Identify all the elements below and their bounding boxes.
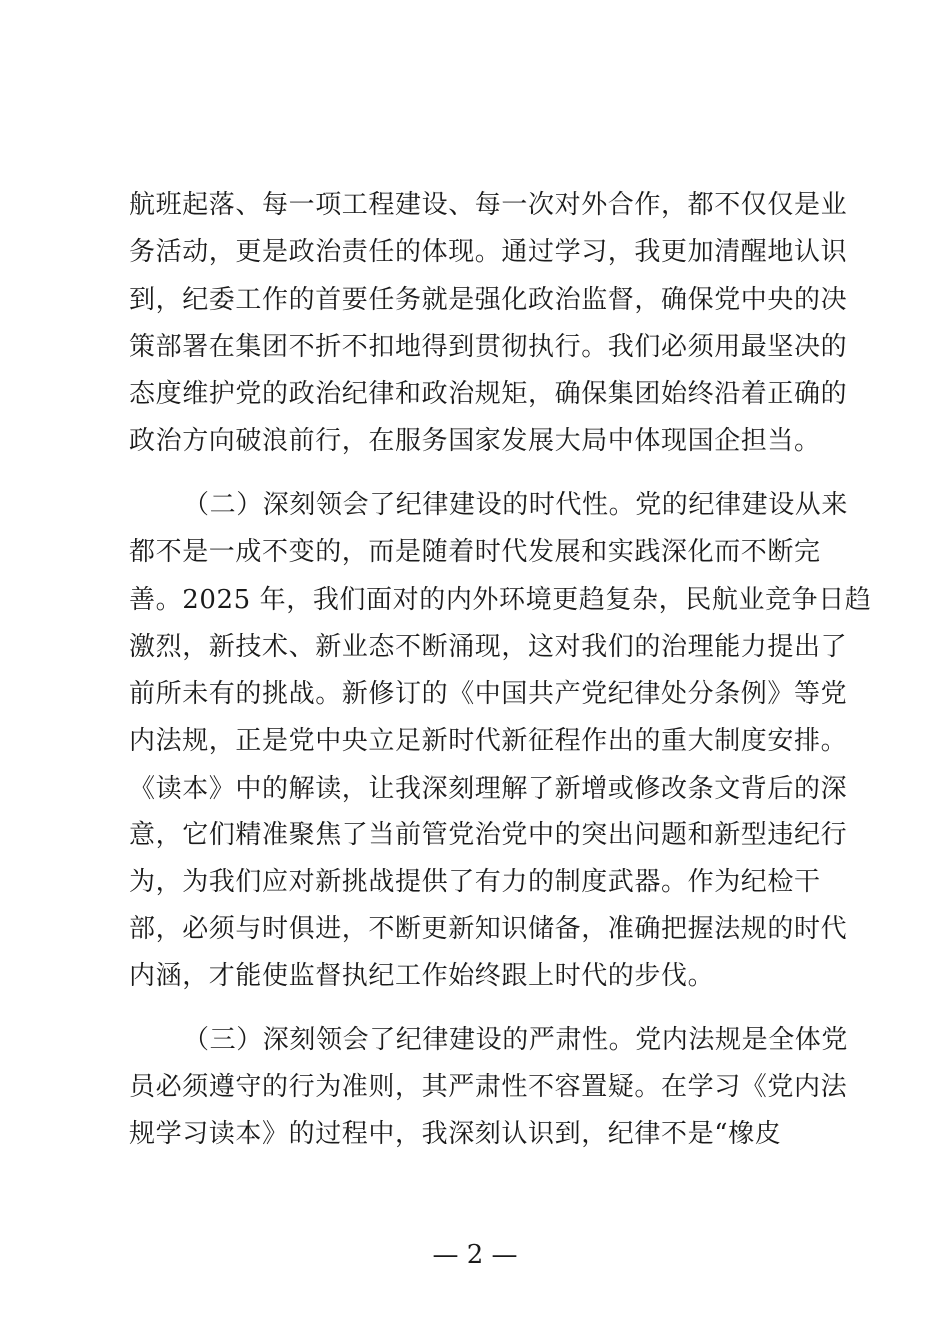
body-line-6: 政治方向破浪前行，在服务国家发展大局中体现国企担当。 (129, 426, 821, 456)
body-line-12: 内法规，正是党中央立足新时代新征程作出的重大制度安排。 (129, 726, 848, 756)
body-line-9: 善。2025 年，我们面对的内外环境更趋复杂，民航业竞争日趋 (129, 585, 872, 615)
body-line-11: 前所未有的挑战。新修订的《中国共产党纪律处分条例》等党 (129, 679, 848, 709)
body-line-10: 激烈，新技术、新业态不断涌现，这对我们的治理能力提出了 (129, 632, 848, 662)
body-line-16: 部，必须与时俱进，不断更新知识储备，准确把握法规的时代 (129, 914, 848, 944)
body-line-13: 《读本》中的解读，让我深刻理解了新增或修改条文背后的深 (129, 774, 848, 804)
body-line-15: 为，为我们应对新挑战提供了有力的制度武器。作为纪检干 (129, 867, 821, 897)
body-line-2: 务活动，更是政治责任的体现。通过学习，我更加清醒地认识 (129, 237, 848, 267)
body-line-19: 员必须遵守的行为准则，其严肃性不容置疑。在学习《党内法 (129, 1072, 848, 1102)
body-line-17: 内涵，才能使监督执纪工作始终跟上时代的步伐。 (129, 961, 715, 991)
body-line-8: 都不是一成不变的，而是随着时代发展和实践深化而不断完 (129, 537, 821, 567)
section-heading-3: （三）深刻领会了纪律建设的严肃性。党内法规是全体党 (183, 1025, 849, 1055)
body-line-20: 规学习读本》的过程中，我深刻认识到，纪律不是“橡皮 (129, 1119, 782, 1149)
body-line-4: 策部署在集团不折不扣地得到贯彻执行。我们必须用最坚决的 (129, 332, 848, 362)
body-line-3: 到，纪委工作的首要任务就是强化政治监督，确保党中央的决 (129, 285, 848, 315)
section-heading-2: （二）深刻领会了纪律建设的时代性。党的纪律建设从来 (183, 490, 849, 520)
body-line-5: 态度维护党的政治纪律和政治规矩，确保集团始终沿着正确的 (129, 379, 848, 409)
page-number: — 2 — (432, 1240, 518, 1270)
body-line-14: 意，它们精准聚焦了当前管党治党中的突出问题和新型违纪行 (129, 820, 848, 850)
body-line-1: 航班起落、每一项工程建设、每一次对外合作，都不仅仅是业 (129, 190, 848, 220)
